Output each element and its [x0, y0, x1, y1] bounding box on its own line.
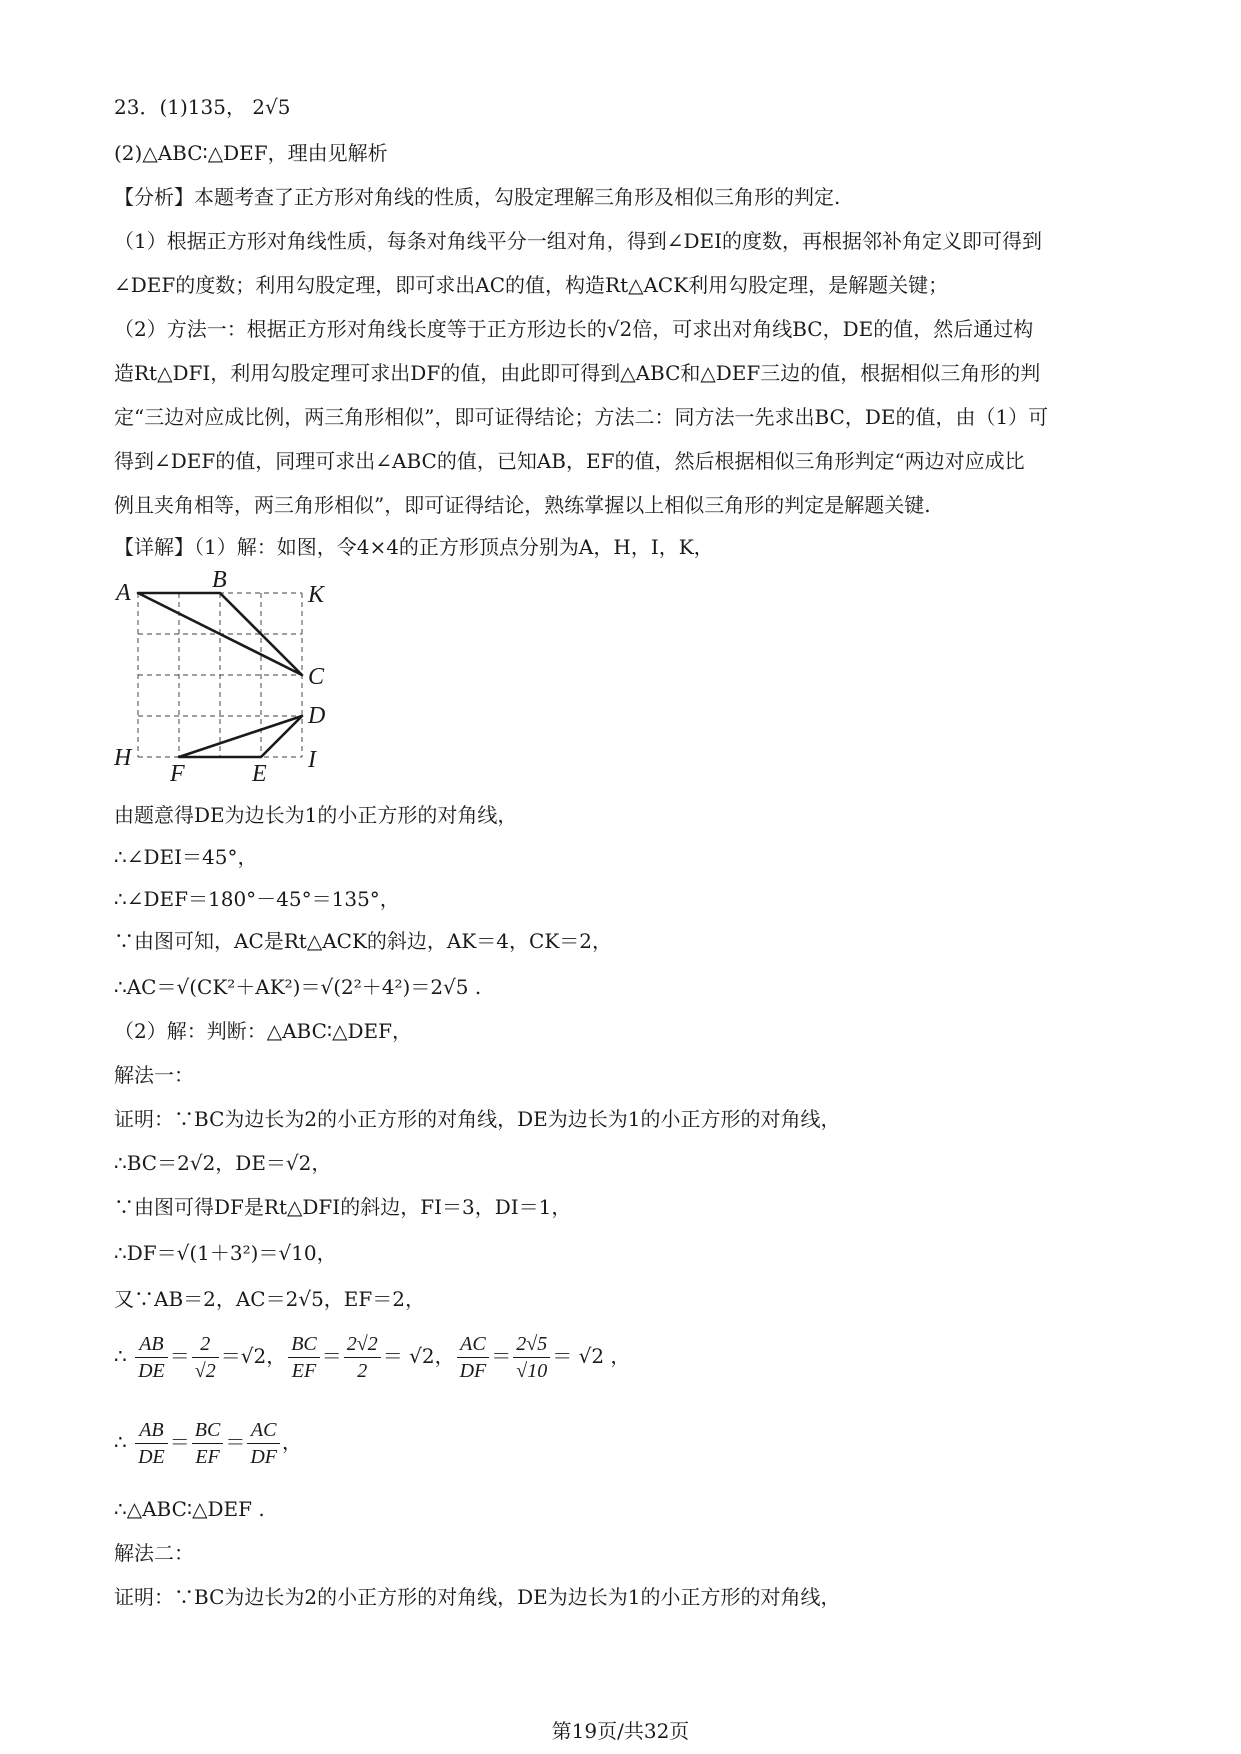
text-line: ∠DEF的度数；利用勾股定理，即可求出AC的值，构造Rt△ACK利用勾股定理，是解题关键；: [114, 273, 949, 297]
label-b: B: [212, 567, 227, 593]
fraction-ab-de: $\frac{AB}{DE}$: [135, 1417, 168, 1470]
text-line: ∴BC＝2√2，DE＝√2，: [114, 1151, 332, 1175]
fraction-bc-ef: $\frac{BC}{EF}$: [192, 1417, 224, 1470]
text-line: 23．(1)135， 2√5: [114, 95, 291, 119]
fraction-bc-ef: $\frac{BC}{EF}$: [288, 1331, 320, 1384]
text-line: 证明：∵BC为边长为2的小正方形的对角线，DE为边长为1的小正方形的对角线，: [114, 1107, 841, 1131]
therefore-symbol: ∴: [114, 1344, 127, 1368]
label-f: F: [170, 761, 185, 785]
text-line: 【分析】本题考查了正方形对角线的性质，勾股定理解三角形及相似三角形的判定.: [114, 185, 841, 209]
fraction-2sqrt2-2: $\frac{2√2}{2}$: [344, 1331, 381, 1384]
label-d: D: [308, 703, 326, 729]
text-line: ∴∠DEF＝180°－45°＝135°，: [114, 887, 400, 911]
text-line: ∵由图可得DF是Rt△DFI的斜边，FI＝3，DI＝1，: [114, 1195, 572, 1219]
text-line: ∴AC＝√(CK²＋AK²)＝√(2²＋4²)＝2√5 .: [114, 975, 482, 999]
fraction-2-sqrt2: $\frac{2}{√2}$: [192, 1331, 219, 1384]
text-line: （2）解：判断：△ABC∶△DEF，: [114, 1019, 413, 1043]
text-line: 得到∠DEF的值，同理可求出∠ABC的值，已知AB，EF的值，然后根据相似三角形判定“两边对应成比: [114, 449, 1025, 473]
text-line: （1）根据正方形对角线性质，每条对角线平分一组对角，得到∠DEI的度数，再根据邻补角定义即可得到: [114, 229, 1043, 253]
page-footer: 第19页/共32页: [551, 1719, 690, 1743]
label-h: H: [114, 745, 132, 771]
label-k: K: [308, 582, 325, 608]
text-line: 由题意得DE为边长为1的小正方形的对角线，: [114, 803, 518, 827]
fraction-ac-df: $\frac{AC}{DF}$: [457, 1331, 490, 1384]
text-line: 证明：∵BC为边长为2的小正方形的对角线，DE为边长为1的小正方形的对角线，: [114, 1585, 841, 1609]
text-line: 造Rt△DFI，利用勾股定理可求出DF的值，由此即可得到△ABC和△DEF三边的值，根据相似三角形的判: [114, 361, 1041, 385]
text-line: ∴DF＝√(1＋3²)＝√10，: [114, 1241, 337, 1265]
triangle-def: [179, 716, 302, 757]
fraction-ac-df: $\frac{AC}{DF}$: [247, 1417, 280, 1470]
label-c: C: [308, 664, 325, 690]
text-line: ∴∠DEI＝45°，: [114, 845, 258, 869]
text-line: 解法一：: [114, 1063, 194, 1087]
text-line: 解法二：: [114, 1541, 194, 1565]
text-line: （2）方法一：根据正方形对角线长度等于正方形边长的√2倍，可求出对角线BC，DE的值，然后通过构: [114, 317, 1034, 341]
grid-geometry-figure: [112, 565, 352, 785]
text-line: ∵由图可知，AC是Rt△ACK的斜边，AK＝4，CK＝2，: [114, 929, 612, 953]
therefore-symbol: ∴: [114, 1430, 127, 1454]
fraction-ab-de: $\frac{AB}{DE}$: [135, 1331, 168, 1384]
label-i: I: [308, 747, 316, 773]
fraction-2sqrt5-sqrt10: $\frac{2√5}{√10}$: [513, 1331, 550, 1384]
text-line: 【详解】（1）解：如图，令4×4的正方形顶点分别为A，H，I，K，: [114, 535, 714, 559]
label-a: A: [116, 580, 131, 606]
dashed-grid: [138, 593, 302, 757]
ratio-equation-line: ∴ $\frac{AB}{DE}$ ＝ $\frac{2}{√2}$ ＝√2， $\frac{BC}{EF}$ ＝ $\frac{2√2}{2}$ ＝ √2， $\frac{AC}{DF}$ ＝ $\frac{2√5}{√10}$ ＝ √2 ，: [114, 1333, 631, 1382]
text-line: 又∵AB＝2，AC＝2√5，EF＝2，: [114, 1287, 426, 1311]
ratio-equality-line: ∴ $\frac{AB}{DE}$ ＝ $\frac{BC}{EF}$ ＝ $\frac{AC}{DF}$ ，: [114, 1419, 302, 1468]
label-e: E: [252, 761, 267, 785]
text-line: 定“三边对应成比例，两三角形相似”，即可证得结论；方法二：同方法一先求出BC，DE的值，由（1）可: [114, 405, 1049, 429]
text-line: 例且夹角相等，两三角形相似”，即可证得结论，熟练掌握以上相似三角形的判定是解题关键.: [114, 493, 931, 517]
text-line: ∴△ABC∶△DEF .: [114, 1497, 265, 1521]
text-line: (2)△ABC∶△DEF，理由见解析: [114, 141, 388, 165]
